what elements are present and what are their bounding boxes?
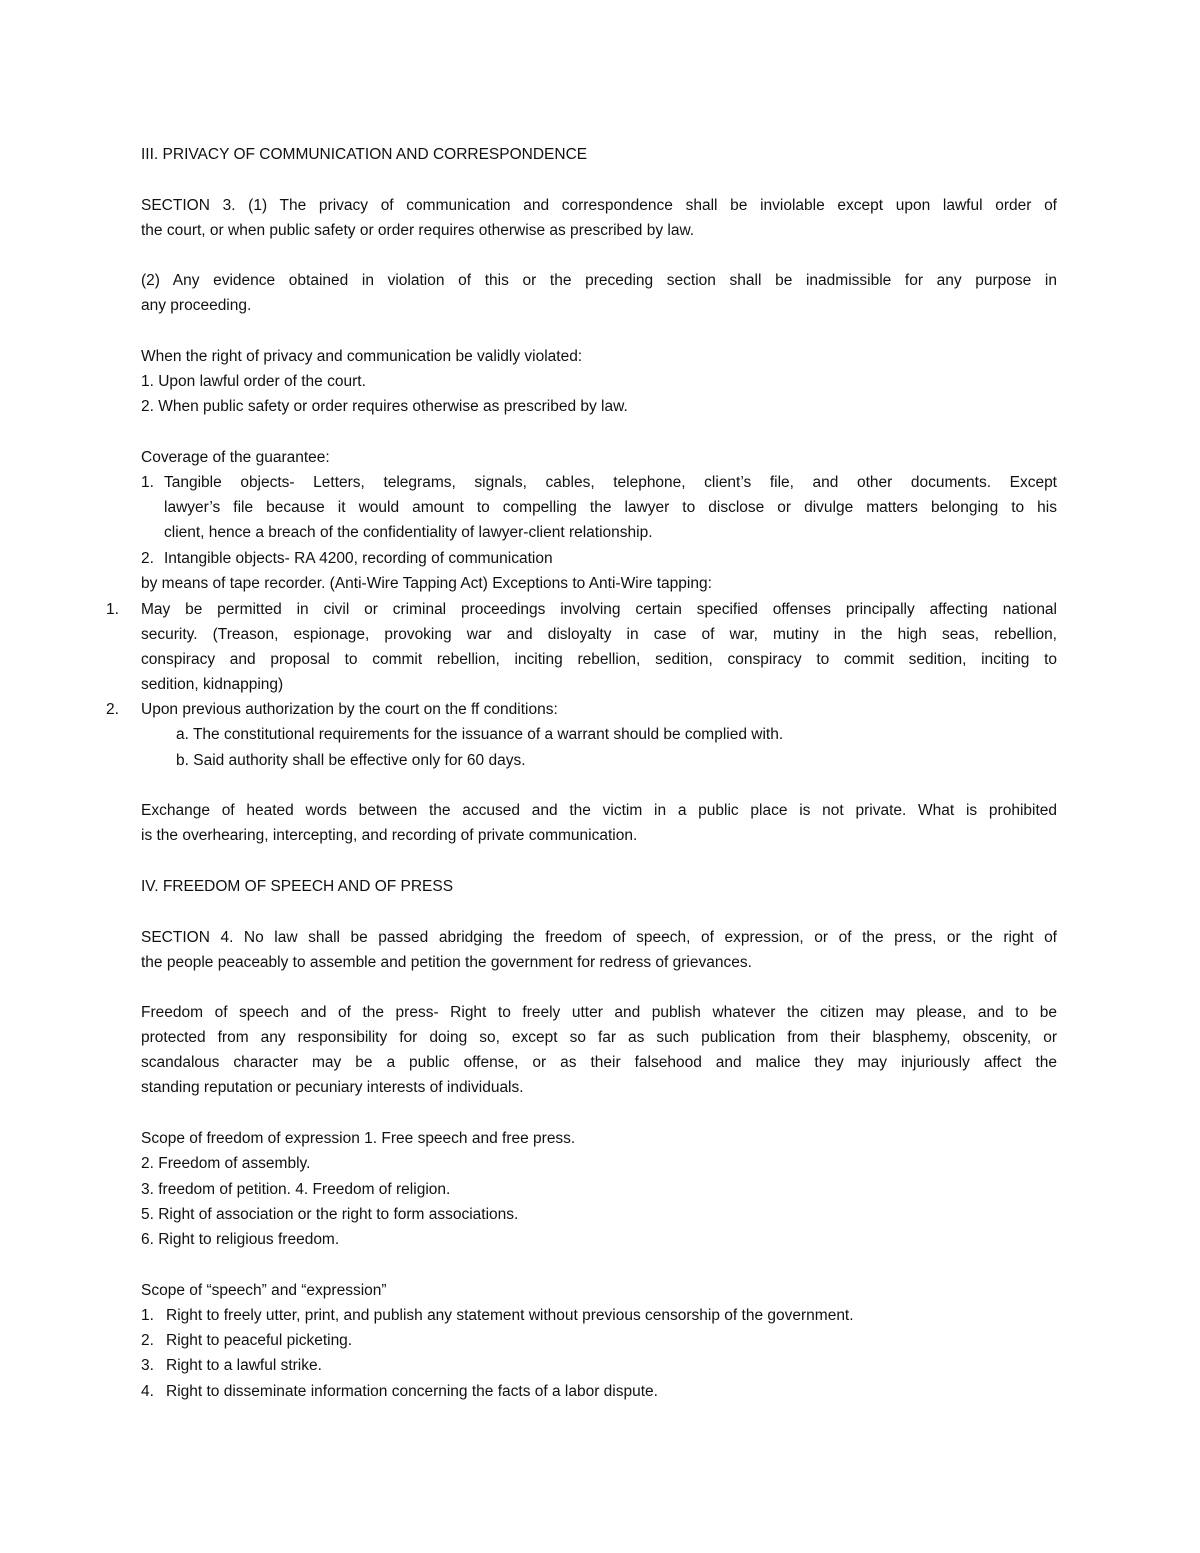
speech-expression-item-4-number: 4. — [141, 1383, 154, 1400]
speech-expression-item-3-number: 3. — [141, 1357, 154, 1374]
exchange-para-line-1: Exchange of heated words between the accused and the victim in a public place is not private. What is prohibited — [141, 802, 1057, 819]
exchange-para-line-2: is the overhearing, intercepting, and recording of private communication. — [141, 827, 638, 844]
exception-item-2-number: 2. — [106, 701, 119, 718]
freedom-definition-line-4: standing reputation or pecuniary interests of individuals. — [141, 1079, 524, 1096]
exception-item-1-line-2: security. (Treason, espionage, provoking war and disloyalty in case of war, mutiny in the high seas, rebellion, — [141, 626, 1057, 643]
section-3-para-2-line-1: (2) Any evidence obtained in violation of this or the preceding section shall be inadmissible for any purpose in — [141, 272, 1057, 289]
section-4-para-line-2: the people peaceably to assemble and petition the government for redress of grievances. — [141, 954, 752, 971]
exception-item-2-line-1: Upon previous authorization by the court on the ff conditions: — [141, 701, 558, 718]
exception-item-2-sub-a: a. The constitutional requirements for the issuance of a warrant should be complied with. — [176, 726, 784, 743]
exception-item-1-line-4: sedition, kidnapping) — [141, 676, 284, 693]
coverage-item-2-number: 2. — [141, 550, 154, 567]
exception-item-1-line-1: May be permitted in civil or criminal proceedings involving certain specified offenses principally affecting national — [141, 601, 1057, 618]
exception-item-1-line-3: conspiracy and proposal to commit rebellion, inciting rebellion, sedition, conspiracy to commit sedition, inciting to — [141, 651, 1057, 668]
coverage-item-1-number: 1. — [141, 474, 154, 491]
section-3-para-1-line-1: SECTION 3. (1) The privacy of communication and correspondence shall be inviolable except upon lawful order of — [141, 197, 1057, 214]
scope-expression-line-2: 2. Freedom of assembly. — [141, 1155, 311, 1172]
speech-expression-intro: Scope of “speech” and “expression” — [141, 1282, 387, 1299]
speech-expression-item-1-number: 1. — [141, 1307, 154, 1324]
freedom-definition-line-1: Freedom of speech and of the press- Right to freely utter and publish whatever the citizen may please, and to be — [141, 1004, 1057, 1021]
speech-expression-item-2-number: 2. — [141, 1332, 154, 1349]
speech-expression-item-4: Right to disseminate information concerning the facts of a labor dispute. — [166, 1383, 658, 1400]
scope-expression-line-1: Scope of freedom of expression 1. Free speech and free press. — [141, 1130, 576, 1147]
section-4-para-line-1: SECTION 4. No law shall be passed abridging the freedom of speech, of expression, or of the press, or the right of — [141, 929, 1057, 946]
tape-recorder-line: by means of tape recorder. (Anti-Wire Tapping Act) Exceptions to Anti-Wire tapping: — [141, 575, 712, 592]
violated-item-2: 2. When public safety or order requires otherwise as prescribed by law. — [141, 398, 628, 415]
coverage-intro: Coverage of the guarantee: — [141, 449, 330, 466]
coverage-item-1-line-1: Tangible objects- Letters, telegrams, signals, cables, telephone, client’s file, and other documents. Except — [164, 474, 1057, 491]
exception-item-1-number: 1. — [106, 601, 119, 618]
section-heading-privacy: III. PRIVACY OF COMMUNICATION AND CORRESPONDENCE — [141, 146, 588, 163]
violated-item-1: 1. Upon lawful order of the court. — [141, 373, 366, 390]
speech-expression-item-1: Right to freely utter, print, and publish any statement without previous censorship of the government. — [166, 1307, 854, 1324]
speech-expression-item-2: Right to peaceful picketing. — [166, 1332, 353, 1349]
scope-expression-line-3: 3. freedom of petition. 4. Freedom of religion. — [141, 1181, 451, 1198]
section-3-para-1-line-2: the court, or when public safety or order requires otherwise as prescribed by law. — [141, 222, 695, 239]
section-heading-speech: IV. FREEDOM OF SPEECH AND OF PRESS — [141, 878, 454, 895]
section-3-para-2-line-2: any proceeding. — [141, 297, 252, 314]
freedom-definition-line-3: scandalous character may be a public offense, or as their falsehood and malice they may injuriously affect the — [141, 1054, 1057, 1071]
scope-expression-line-5: 6. Right to religious freedom. — [141, 1231, 340, 1248]
violated-intro: When the right of privacy and communication be validly violated: — [141, 348, 583, 365]
coverage-item-1-line-2: lawyer’s file because it would amount to compelling the lawyer to disclose or divulge matters belonging to his — [164, 499, 1057, 516]
coverage-item-1-line-3: client, hence a breach of the confidentiality of lawyer-client relationship. — [164, 524, 653, 541]
coverage-item-2-line-1: Intangible objects- RA 4200, recording of communication — [164, 550, 553, 567]
freedom-definition-line-2: protected from any responsibility for doing so, except so far as such publication from their blasphemy, obscenity, or — [141, 1029, 1057, 1046]
speech-expression-item-3: Right to a lawful strike. — [166, 1357, 322, 1374]
scope-expression-line-4: 5. Right of association or the right to form associations. — [141, 1206, 519, 1223]
exception-item-2-sub-b: b. Said authority shall be effective only for 60 days. — [176, 752, 526, 769]
